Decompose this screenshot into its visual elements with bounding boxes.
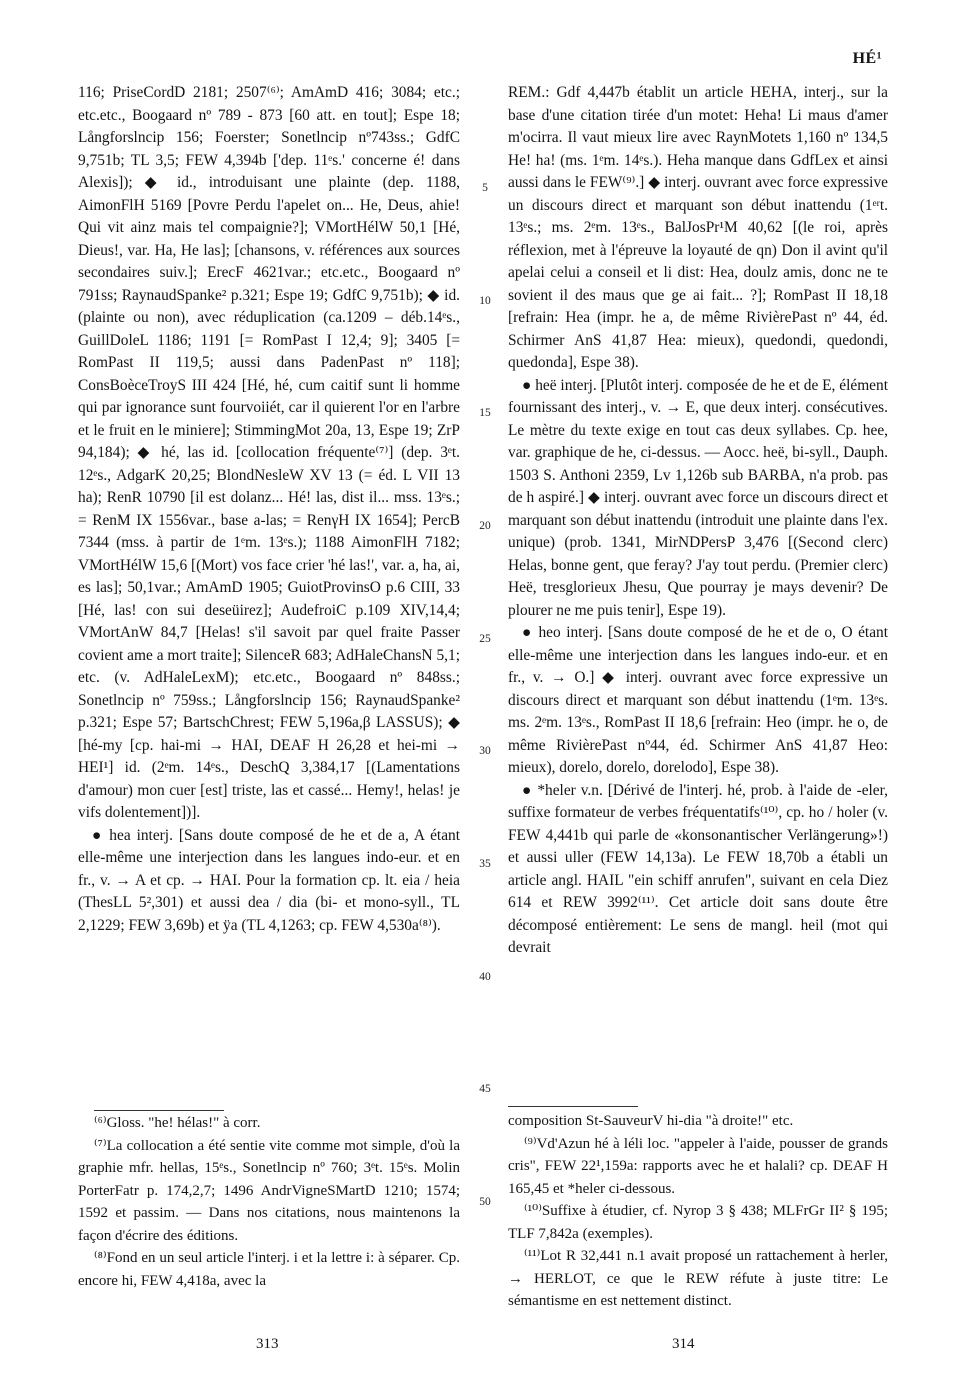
footnote-11: ⁽¹¹⁾Lot R 32,441 n.1 avait proposé un rattachement à herler, → HERLOT, ce que le REW réfute à juste titre: Le sémantisme en est nettement distinct. (508, 1248, 888, 1309)
line-number: 15 (479, 407, 491, 419)
footnote-8: ⁽⁸⁾Fond en un seul article l'interj. i et la lettre i: à séparer. Cp. encore hi, FEW 4,418a, avec la (78, 1250, 460, 1289)
footnotes-left (78, 1112, 460, 1292)
line-number: 50 (479, 1196, 491, 1208)
line-number: 25 (479, 633, 491, 645)
entry-heler: ● *heler v.n. [Dérivé de l'interj. hé, prob. à l'aide de -eler, suffixe formateur de verbes fréquentatifs⁽¹⁰⁾, cp. ho / holer (v. FEW 4,441b qui parle de «konsonantischer Verlängerung»!) et aussi uller (FEW 14,13a). Le FEW 18,70b a établi un article angl. HAIL "ein schiff anrufen", suivant en cela Diez 614 et REW 3992⁽¹¹⁾. Cet article doit sans doute être décomposé entièrement: Le sens de mangl. heil (mot qui devrait (508, 781, 888, 956)
running-headword: HÉ¹ (852, 50, 882, 67)
entry-hee: ● heë interj. [Plutôt interj. composée de he et de E, élément fournissant des interj., v. → E, que deux interj. consécutives. Le mètre du texte exige en tout cas deux syllabes. Cp. hee, var. graphique de he, ci-dessus. — Aocc. heë, bi-syll., Dauph. 1503 S. Anthoni 2359, Lv 1,126b sub BARBA, n'a prob. pas de h aspiré.] ◆ interj. ouvrant avec force un discours direct et marquant son début inattendu (introduit une plainte dans l'ex. unique) (prob. 1341, MirNDPersP 3,476 [(Second clerc) Helas, bonne gent, que feray? J'ay tout perdu. (Premier clerc) Heë, tresglorieux Jhesu, Que pourray je mays devenir? De plourer ne me puis tenir], Espe 19). (508, 376, 888, 619)
right-column (508, 82, 888, 960)
footnotes-right (508, 1110, 888, 1313)
line-number: 20 (479, 520, 491, 532)
footnote-divider-right (508, 1106, 638, 1107)
footnote-6: ⁽⁶⁾Gloss. "he! hélas!" à corr. (94, 1115, 261, 1131)
page-number-left: 313 (256, 1336, 279, 1352)
footnote-7: ⁽⁷⁾La collocation a été sentie vite comme mot simple, d'où la graphie mfr. hellas, 15ᵉs., Sonetlncip nº 760; 3ᵉt. 15ᵉs. Molin PorterFatr p. 174,2,7; 1496 AndrVigneSMartD 1210; 1574; 1592 et passim. — Dans nos citations, nous maintenons la façon d'écrire des éditions. (78, 1137, 460, 1244)
line-number: 40 (479, 971, 491, 983)
left-column (78, 82, 460, 937)
entry-heo: ● heo interj. [Sans doute composé de he et de o, O étant elle-même une interjection dans les langues indo-eur. et en fr., v. → O.] ◆ interj. ouvrant avec force expressive un discours direct et marquant son début inattendu (1ᵉm. 13ᵉs. ms. 2ᵉm. 13ᵉs., RomPast II 18,6 [refrain: Heo (impr. he o, de même RivièrePast nº44, éd. Schirmer AnS 41,87 Heo: mieux), dorelo, dorelo, dorelodo], Espe 38). (508, 624, 888, 776)
footnote-divider-left (94, 1110, 224, 1111)
footnote-8-continued: composition St-SauveurV hi-dia "à droite!" etc. (508, 1113, 794, 1129)
footnote-10: ⁽¹⁰⁾Suffixe à étudier, cf. Nyrop 3 § 438; MLFrGr II² § 195; TLF 7,842a (exemples). (508, 1203, 888, 1242)
line-number: 10 (479, 295, 491, 307)
entry-hea-remark: REM.: Gdf 4,447b établit un article HEHA, interj., sur la base d'une citation tirée d'un motet: Heha! Li maus d'amer m'ocirra. Il vaut mieux lire avec RaynMotets 1,160 nº 134,5 He! ha! (ms. 1ᵉm. 14ᵉs.). Heha manque dans GdfLex et ainsi aussi dans le FEW⁽⁹⁾.] ◆ interj. ouvrant avec force expressive un discours direct et marquant son début inattendu (1ᵉʳt. 13ᵉs.; ms. 2ᵉm. 13ᵉs., BalJosPr¹M 40,62 [(le roi, après réflexion, met à l'épreuve la loyauté de qn) Don il avint qu'il apelai celui a conseil et li dist: Hea, doulz amis, donc ne te sovient il des maus que ge ai fait... ?]; RomPast II 18,18 [refrain: Hea (impr. he a, de même RivièrePast nº 44, éd. Schirmer AnS 41,87 Hea: mieux), quedondi, quedondi, quedonda], Espe 38). (508, 84, 888, 371)
footnote-9: ⁽⁹⁾Vd'Azun hé à léli loc. "appeler à l'aide, pousser de grands cris", FEW 22¹,159a: rapports avec he et halali? cp. DEAF H 165,45 et *heler ci-dessous. (508, 1135, 888, 1197)
line-number: 5 (482, 182, 488, 194)
page-number-right: 314 (672, 1336, 695, 1352)
entry-hea: ● hea interj. [Sans doute composé de he et de a, A étant elle-même une interjection dans les langues indo-eur. et en fr., v. → A et cp. → HAI. Pour la formation cp. lt. eia / heia (ThesLL 5²,301) et aussi dea / dia (bi- et mono-syll., TL 2,1229; FEW 3,69b) et ÿa (TL 4,1263; cp. FEW 4,530a⁽⁸⁾). (78, 826, 460, 934)
line-number: 35 (479, 858, 491, 870)
entry-he-attestations: 116; PriseCordD 2181; 2507⁽⁶⁾; AmAmD 416; 3084; etc.; etc.etc., Boogaard nº 789 - 873 [60 att. en tout]; Espe 18; Långforslncip 156; Foerster; Sonetlncip nº743ss.; GdfC 9,751b; TL 3,5; FEW 4,394b ['dep. 11ᵉs.' concerne é! dans Alexis]); ◆ id., introduisant une plainte (dep. 1188, AimonFlH 5169 [Povre Perdu l'apelet on... He, Deus, ahie! Qui vit ainz mais tel compaignie?]; VMortHélW 50,1 [Hé, Dieus!, var. Ha, He las]; [chansons, v. références aux sources secondaires suiv.]; ErecF 4621var.; etc.etc., Boogaard nº 791ss; RaynaudSpanke² p.321; Espe 19; GdfC 9,751b); ◆ id. (plainte ou non), avec réduplication (ca.1209 – déb.14ᵉs., GuillDoleL 1186; 1191 [= RomPast I 12,4; 9]; 3405 [= RomPast II 119,5; aussi dans PadenPast nº 118]; ConsBoèceTroyS III 424 [Hé, hé, cum caitif sunt li homme qui par ignorance sunt fourvoiiét, car il quierent l'or en l'arbre et le fruit en le miniere]; StimmingMot 20a, 13, Espe 19; ZrP 94,184); ◆ hé, las id. [collocation fréquente⁽⁷⁾] (dep. 3ᵉt. 12ᵉs., AdgarK 20,25; BlondNesleW XV 13 (= éd. L VII 13 ha); RenR 10790 [il est dolanz... Hé! las, dist il... mss. 13ᵉs.; = RenM IX 1556var., base a-las; = RenγH IX 1654]; PercB 7344 (mss. à partir de 1ᵉm. 13ᵉs.); 1188 AimonFlH 7182; VMortHélW 15,6 [(Mort) vos face crier 'hé las!', var. a, ha, ai, es las]; 50,1var.; AmAmD 1905; GuiotProvinsO p.6 CIII, 33 [Hé, las! con sui deseüirez]; AudefroiC p.109 XIV,14,4; VMortAnW 84,7 [Helas! s'il savoit par quel fraite Passer covient ame a mort traite]; SilenceR 683; AdHaleChansN 5,1; etc. (v. AdHaleLexM); etc.etc., Boogaard nº 848ss.; Sonetlncip nº 759ss.; Långforslncip 156; RaynaudSpanke² p.321; Espe 57; BartschChrest; FEW 5,196a,β LASSUS); ◆ [hé-my [cp. hai-mi → HAI, DEAF H 26,28 et hei-mi → HEI¹] id. (2ᵉm. 14ᵉs., DeschQ 3,384,17 [(Lamentations d'amour) mon cuer [est] triste, las et cassé... Hemy!, helas! je vifs dolentement])]. (78, 84, 460, 821)
line-number: 45 (479, 1083, 491, 1095)
line-number: 30 (479, 745, 491, 757)
